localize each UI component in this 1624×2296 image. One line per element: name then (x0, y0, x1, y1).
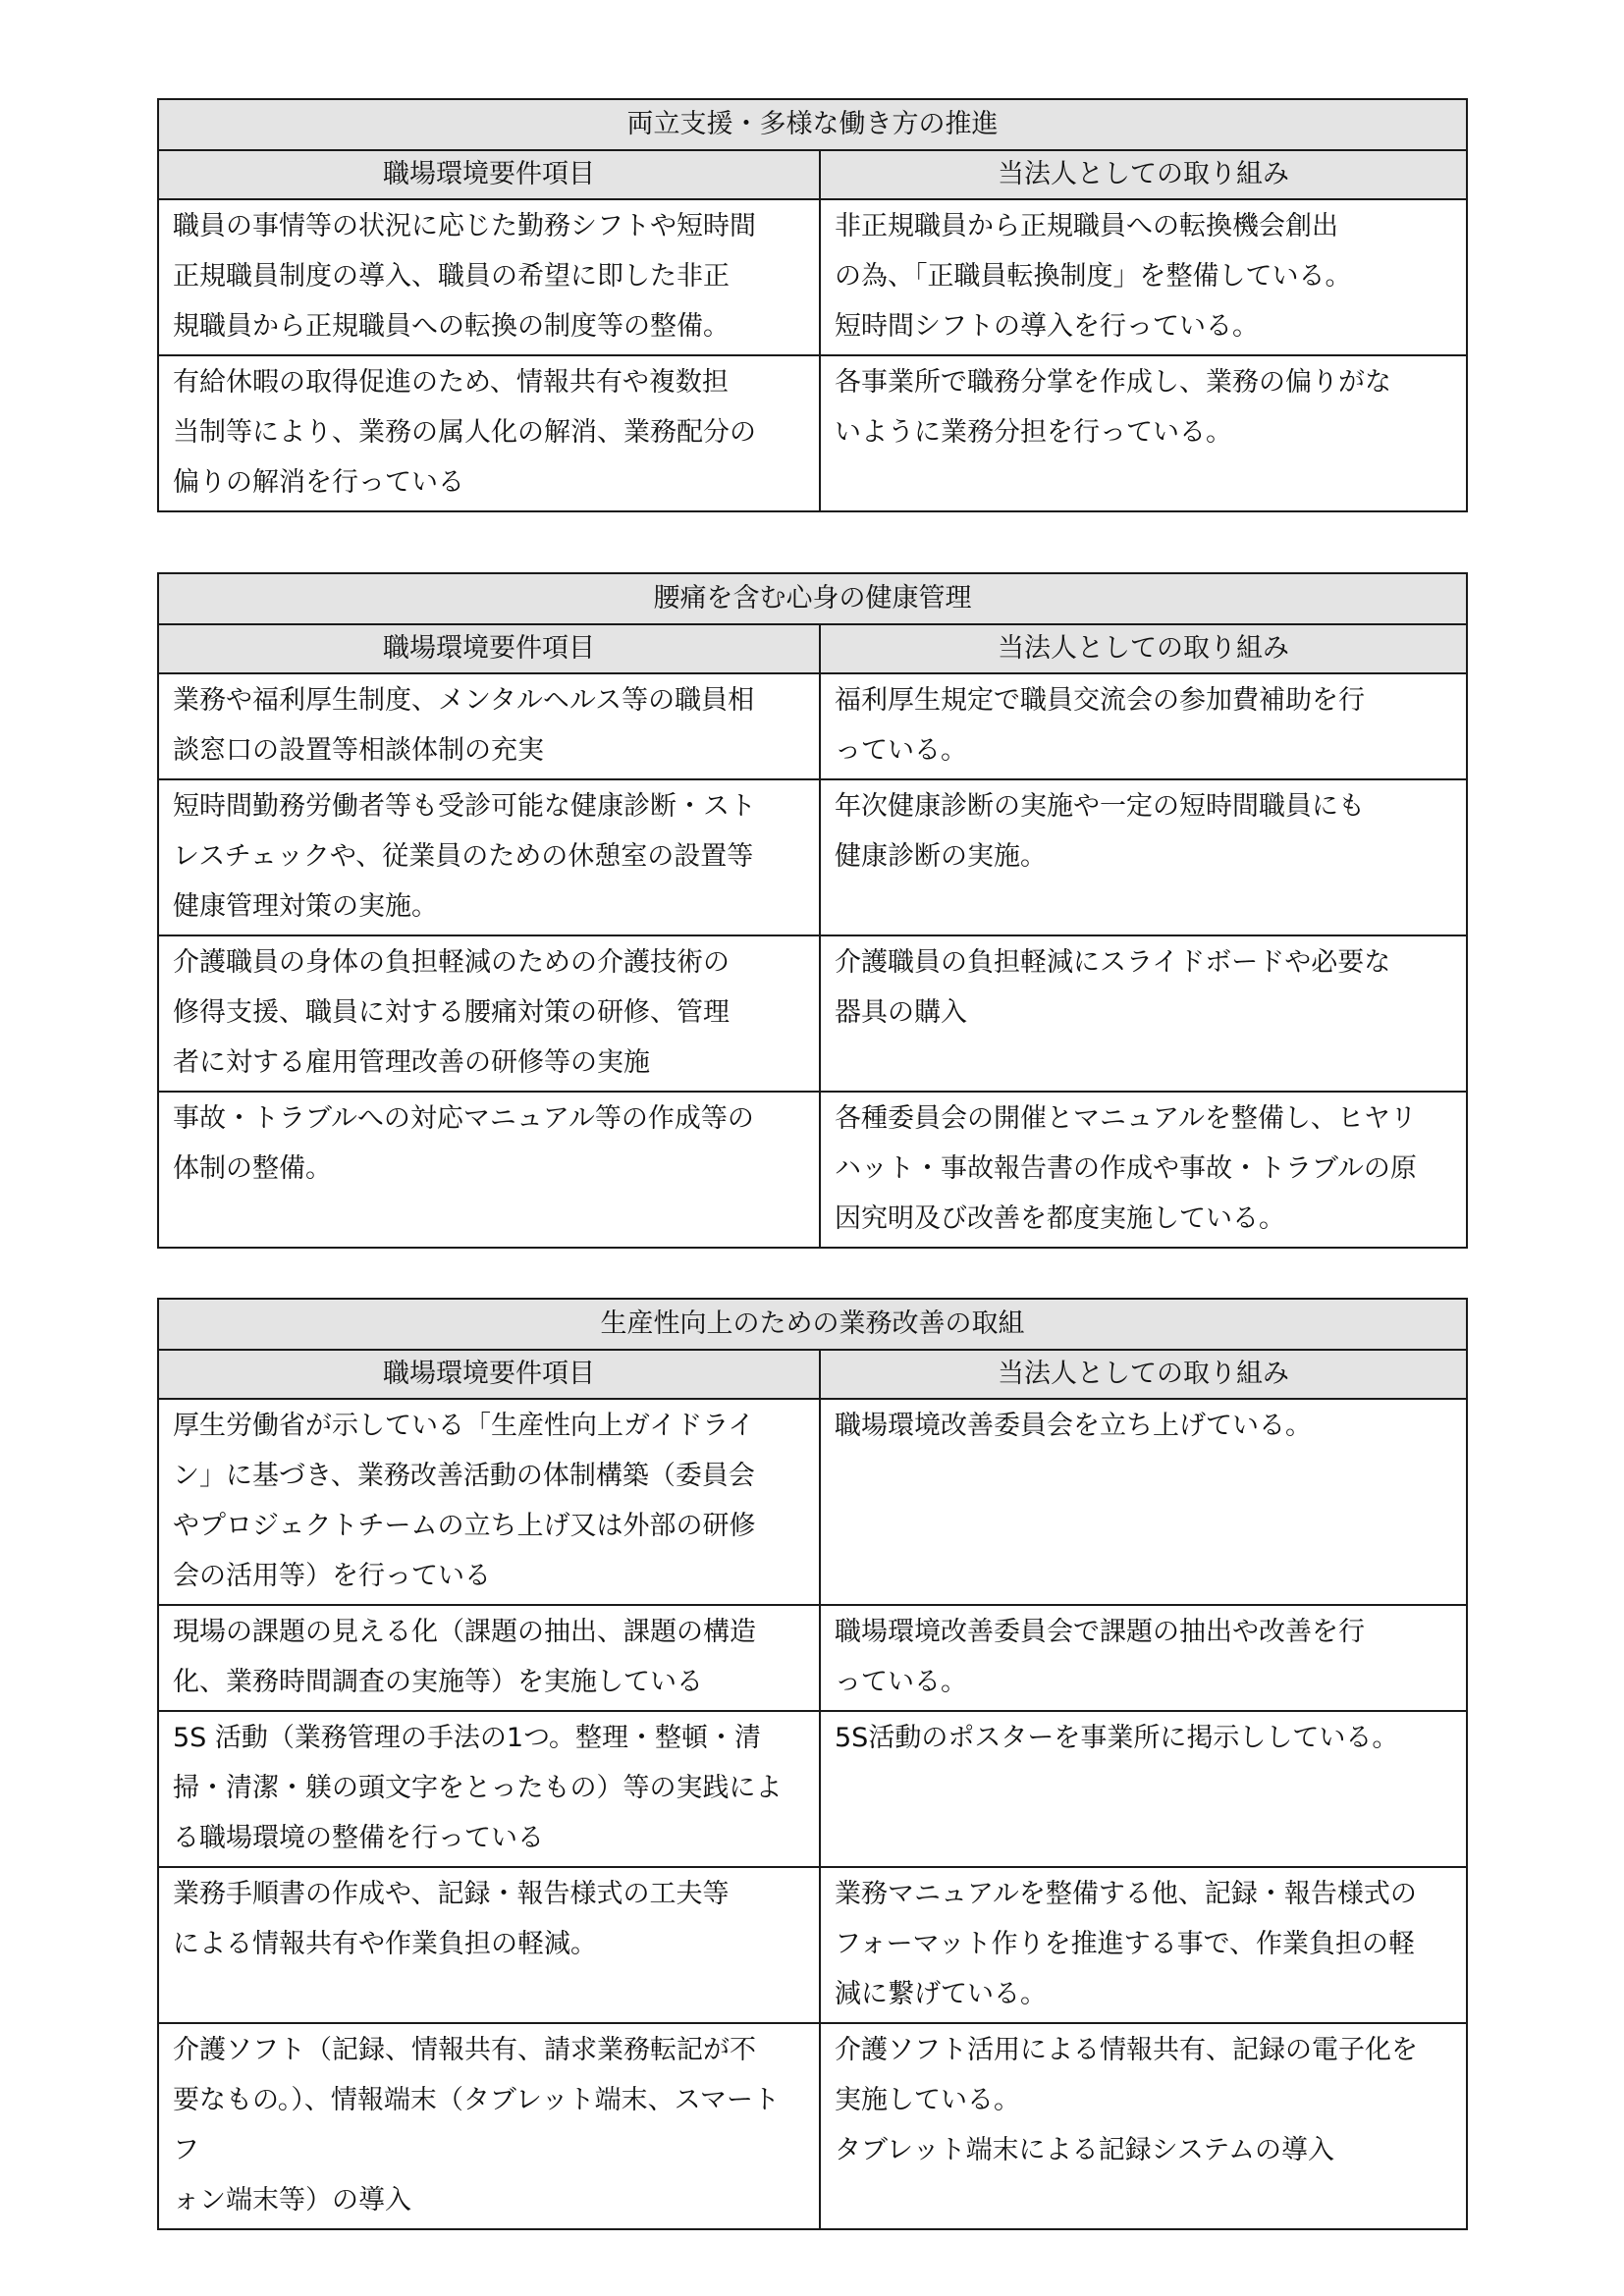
table-row (158, 2023, 1467, 2229)
requirement-cell: 介護ソフト（記録、情報共有、請求業務転記が不 要なもの。）、情報端末（タブレット端末、スマートフ ォン端末等）の導入 (158, 2023, 820, 2229)
table-work-style (157, 98, 1468, 512)
table-row (158, 1399, 1467, 1605)
action-cell: 福利厚生規定で職員交流会の参加費補助を行 っている。 (820, 673, 1467, 779)
table-health-management (157, 572, 1468, 1249)
column-header-requirement: 職場環境要件項目 (158, 624, 820, 673)
table-row (158, 1605, 1467, 1711)
table-productivity-improvement (157, 1298, 1468, 2230)
action-cell: 介護ソフト活用による情報共有、記録の電子化を 実施している。 タブレット端末による記録システムの導入 (820, 2023, 1467, 2229)
column-header-requirement: 職場環境要件項目 (158, 1350, 820, 1399)
column-header-requirement: 職場環境要件項目 (158, 150, 820, 199)
column-header-action: 当法人としての取り組み (820, 150, 1467, 199)
requirement-cell: 業務や福利厚生制度、メンタルヘルス等の職員相 談窓口の設置等相談体制の充実 (158, 673, 820, 779)
requirement-cell: 業務手順書の作成や、記録・報告様式の工夫等 による情報共有や作業負担の軽減。 (158, 1867, 820, 2023)
table-row (158, 1711, 1467, 1867)
action-cell: 職場環境改善委員会で課題の抽出や改善を行 っている。 (820, 1605, 1467, 1711)
table-row (158, 673, 1467, 779)
action-cell: 非正規職員から正規職員への転換機会創出 の為、「正職員転換制度」を整備している。 短時間シフトの導入を行っている。 (820, 199, 1467, 355)
action-cell: 介護職員の負担軽減にスライドボードや必要な 器具の購入 (820, 935, 1467, 1092)
requirement-cell: 厚生労働省が示している「生産性向上ガイドライ ン」に基づき、業務改善活動の体制構築（委員会 やプロジェクトチームの立ち上げ又は外部の研修 会の活用等）を行っている (158, 1399, 820, 1605)
action-cell: 各種委員会の開催とマニュアルを整備し、ヒヤリ ハット・事故報告書の作成や事故・トラブルの原 因究明及び改善を都度実施している。 (820, 1092, 1467, 1248)
table-title: 腰痛を含む心身の健康管理 (158, 573, 1467, 624)
column-header-action: 当法人としての取り組み (820, 1350, 1467, 1399)
requirement-cell: 介護職員の身体の負担軽減のための介護技術の 修得支援、職員に対する腰痛対策の研修、管理 者に対する雇用管理改善の研修等の実施 (158, 935, 820, 1092)
requirement-cell: 事故・トラブルへの対応マニュアル等の作成等の 体制の整備。 (158, 1092, 820, 1248)
action-cell: 業務マニュアルを整備する他、記録・報告様式の フォーマット作りを推進する事で、作業負担の軽 減に繋げている。 (820, 1867, 1467, 2023)
table-row (158, 1867, 1467, 2023)
requirement-cell: 短時間勤務労働者等も受診可能な健康診断・スト レスチェックや、従業員のための休憩室の設置等 健康管理対策の実施。 (158, 779, 820, 935)
column-header-action: 当法人としての取り組み (820, 624, 1467, 673)
action-cell: 各事業所で職務分掌を作成し、業務の偏りがな いように業務分担を行っている。 (820, 355, 1467, 511)
action-cell: 職場環境改善委員会を立ち上げている。 (820, 1399, 1467, 1605)
table-row (158, 935, 1467, 1092)
table-title: 両立支援・多様な働き方の推進 (158, 99, 1467, 150)
action-cell: 5S活動のポスターを事業所に掲示ししている。 (820, 1711, 1467, 1867)
table-row (158, 1092, 1467, 1248)
table-row (158, 355, 1467, 511)
requirement-cell: 5S 活動（業務管理の手法の1つ。整理・整頓・清 掃・清潔・躾の頭文字をとったもの）等の実践によ る職場環境の整備を行っている (158, 1711, 820, 1867)
table-row (158, 779, 1467, 935)
table-title: 生産性向上のための業務改善の取組 (158, 1299, 1467, 1350)
table-row (158, 199, 1467, 355)
requirement-cell: 職員の事情等の状況に応じた勤務シフトや短時間 正規職員制度の導入、職員の希望に即した非正 規職員から正規職員への転換の制度等の整備。 (158, 199, 820, 355)
requirement-cell: 有給休暇の取得促進のため、情報共有や複数担 当制等により、業務の属人化の解消、業務配分の 偏りの解消を行っている (158, 355, 820, 511)
requirement-cell: 現場の課題の見える化（課題の抽出、課題の構造 化、業務時間調査の実施等）を実施している (158, 1605, 820, 1711)
action-cell: 年次健康診断の実施や一定の短時間職員にも 健康診断の実施。 (820, 779, 1467, 935)
